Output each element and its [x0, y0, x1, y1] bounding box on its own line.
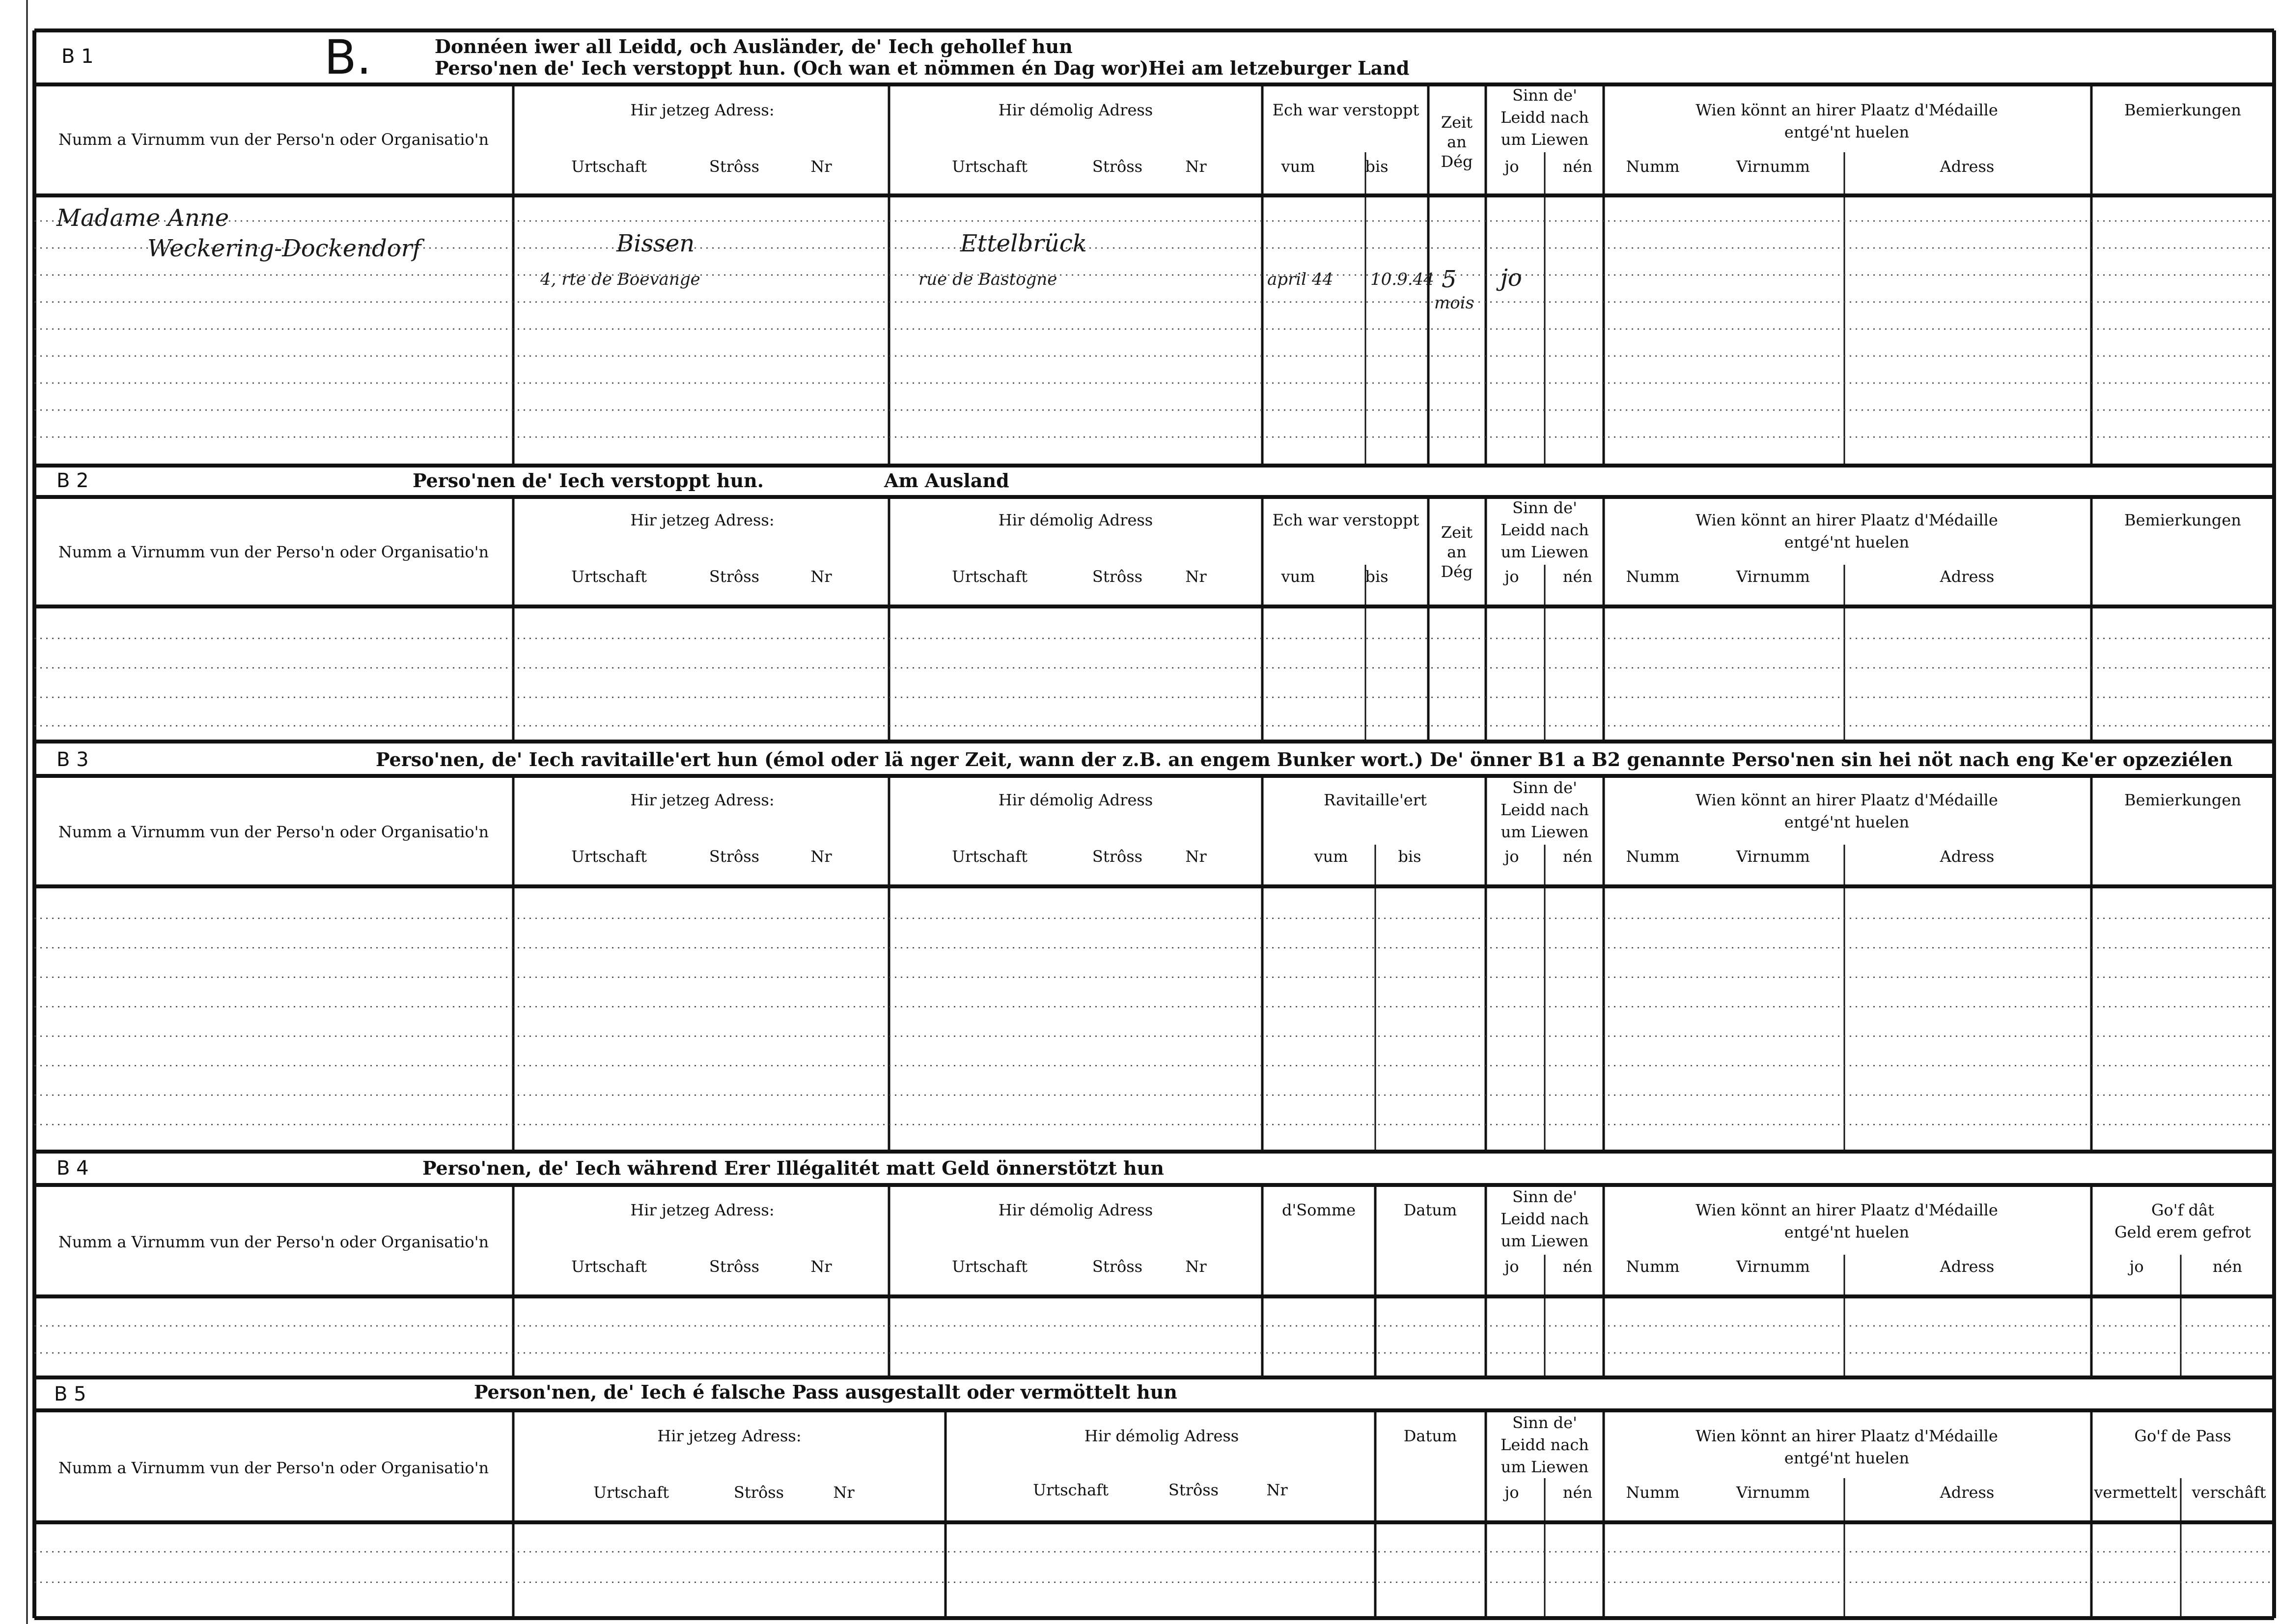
col-name: Numm a Virnumm vun der Perso'n oder Organisatio'n [58, 543, 489, 561]
col-date: Datum [1403, 1201, 1457, 1219]
sub-medal-name: Numm [1626, 847, 1680, 866]
section-title: Perso'nen de' Iech verstoppt hun. [413, 469, 764, 492]
sub-street: Strôss [733, 1483, 784, 1502]
col-previous-address: Hir démolig Adress [998, 1201, 1153, 1219]
sub-medal-address: Adress [1940, 1483, 1995, 1502]
entry-current-street[interactable]: 4, rte de Boevange [540, 270, 700, 289]
col-current-address: Hir jetzeg Adress: [630, 511, 775, 529]
section-b2 [34, 469, 2274, 742]
col-current-address: Hir jetzeg Adress: [630, 101, 775, 119]
form-letter: B. [324, 30, 372, 85]
section-b5 [34, 1381, 2274, 1618]
col-alive-2: Leidd nach [1501, 800, 1589, 819]
col-medal-2: entgé'nt huelen [1784, 533, 1910, 551]
entry-alive[interactable]: jo [1501, 264, 1522, 292]
col-previous-address: Hir démolig Adress [998, 791, 1153, 809]
section-title: Donnéen iwer all Leidd, och Ausländer, de' Iech gehollef hun [435, 35, 1073, 57]
sub-nr: Nr [1185, 157, 1207, 176]
sub-town: Urtschaft [571, 1257, 647, 1276]
section-b3 [34, 748, 2274, 1152]
entry-name-line1[interactable]: Madame Anne [56, 204, 229, 232]
sub-nr: Nr [810, 1257, 832, 1276]
col-medal-2: entgé'nt huelen [1784, 813, 1910, 831]
section-place: Hei am letzeburger Land [1148, 57, 1410, 79]
sub-medal-name: Numm [1626, 1483, 1680, 1502]
sub-town: Urtschaft [952, 567, 1028, 586]
entry-current-town[interactable]: Bissen [616, 230, 695, 257]
sub-street: Strôss [709, 847, 760, 866]
section-place: Am Ausland [884, 469, 1009, 492]
entry-previous-town[interactable]: Ettelbrück [960, 230, 1087, 257]
sub-to: bis [1365, 567, 1389, 586]
col-money-returned-2: Geld erem gefrot [2114, 1223, 2251, 1241]
sub-medal-first: Virnumm [1736, 157, 1810, 176]
section-b4 [34, 1157, 2274, 1377]
sub-town: Urtschaft [571, 567, 647, 586]
col-medal-1: Wien könnt an hirer Plaatz d'Médaille [1695, 511, 1998, 529]
sub-nr: Nr [810, 567, 832, 586]
sub-medal-address: Adress [1940, 1257, 1995, 1276]
col-remarks: Bemierkungen [2124, 791, 2241, 809]
section-label: B 1 [61, 45, 94, 68]
col-alive-1: Sinn de' [1512, 1413, 1577, 1432]
col-current-address: Hir jetzeg Adress: [630, 1201, 775, 1219]
col-previous-address: Hir démolig Adress [1084, 1427, 1239, 1445]
sub-yes: jo [1504, 847, 1519, 866]
section-title: Perso'nen, de' Iech während Erer Illégalitét matt Geld önnerstötzt hun [422, 1157, 1164, 1179]
col-time-2: an [1447, 133, 1467, 151]
col-alive-3: um Liewen [1501, 543, 1589, 561]
col-time-2: an [1447, 543, 1467, 561]
sub-yes: jo [1504, 1257, 1519, 1276]
entry-time-unit[interactable]: mois [1434, 293, 1474, 313]
col-alive-3: um Liewen [1501, 1232, 1589, 1250]
col-alive-3: um Liewen [1501, 823, 1589, 841]
col-alive-3: um Liewen [1501, 1458, 1589, 1476]
col-alive-2: Leidd nach [1501, 521, 1589, 539]
sub-medal-first: Virnumm [1736, 1257, 1810, 1276]
section-b1 [34, 30, 2274, 466]
col-pass: Go'f de Pass [2134, 1427, 2231, 1445]
entry-time[interactable]: 5 [1442, 266, 1457, 293]
col-alive-1: Sinn de' [1512, 1187, 1577, 1206]
sub-medal-name: Numm [1626, 1257, 1680, 1276]
sub-no: nén [1562, 1257, 1593, 1276]
sub-no: nén [1562, 847, 1593, 866]
sub-town: Urtschaft [952, 157, 1028, 176]
col-medal-1: Wien könnt an hirer Plaatz d'Médaille [1695, 1427, 1998, 1445]
sub-street: Strôss [1092, 157, 1143, 176]
col-name: Numm a Virnumm vun der Perso'n oder Organisatio'n [58, 1459, 489, 1477]
sub-no: nén [2212, 1257, 2243, 1276]
col-medal-2: entgé'nt huelen [1784, 1449, 1910, 1467]
col-alive-1: Sinn de' [1512, 86, 1577, 105]
col-medal-1: Wien könnt an hirer Plaatz d'Médaille [1695, 101, 1998, 119]
sub-town: Urtschaft [952, 847, 1028, 866]
col-medal-2: entgé'nt huelen [1784, 1223, 1910, 1241]
sub-nr: Nr [1185, 1257, 1207, 1276]
sub-medal-first: Virnumm [1736, 567, 1810, 586]
entry-hidden-to[interactable]: 10.9.44 [1370, 270, 1434, 289]
entry-hidden-from[interactable]: april 44 [1267, 270, 1334, 289]
col-remarks: Bemierkungen [2124, 101, 2241, 119]
entry-name-line2[interactable]: Weckering-Dockendorf [147, 235, 421, 262]
col-alive-2: Leidd nach [1501, 1210, 1589, 1228]
col-alive-1: Sinn de' [1512, 498, 1577, 517]
col-time-1: Zeit [1441, 113, 1473, 132]
sub-medal-address: Adress [1940, 567, 1995, 586]
entry-previous-street[interactable]: rue de Bastogne [918, 270, 1057, 289]
col-name: Numm a Virnumm vun der Perso'n oder Organisatio'n [58, 823, 489, 841]
sub-no: nén [1562, 567, 1593, 586]
col-time-3: Dég [1441, 152, 1473, 171]
sub-medal-first: Virnumm [1736, 1483, 1810, 1502]
sub-medal-address: Adress [1940, 847, 1995, 866]
sub-town: Urtschaft [593, 1483, 669, 1502]
col-money-returned-1: Go'f dât [2151, 1201, 2215, 1219]
sub-from: vum [1281, 157, 1315, 176]
section-label: B 3 [56, 748, 89, 771]
col-time-3: Dég [1441, 562, 1473, 581]
col-supplied: Ravitaille'ert [1324, 791, 1427, 809]
col-current-address: Hir jetzeg Adress: [657, 1427, 802, 1445]
sub-pass-issued: vermettelt [2094, 1483, 2177, 1502]
sub-from: vum [1314, 847, 1348, 866]
col-alive-3: um Liewen [1501, 130, 1589, 149]
sub-street: Strôss [709, 567, 760, 586]
col-alive-2: Leidd nach [1501, 1435, 1589, 1454]
sub-nr: Nr [833, 1483, 855, 1502]
col-hidden: Ech war verstoppt [1272, 511, 1419, 529]
sub-street: Strôss [1092, 1257, 1143, 1276]
sub-street: Strôss [709, 1257, 760, 1276]
section-label: B 2 [56, 469, 89, 492]
section-label: B 5 [54, 1383, 86, 1405]
sub-street: Strôss [709, 157, 760, 176]
col-remarks: Bemierkungen [2124, 511, 2241, 529]
section-subtitle: Perso'nen de' Iech verstoppt hun. (Och wan et nömmen én Dag wor) [435, 57, 1149, 79]
sub-town: Urtschaft [1033, 1481, 1109, 1499]
col-name: Numm a Virnumm vun der Perso'n oder Organisatio'n [58, 1233, 489, 1251]
sub-yes: jo [2129, 1257, 2144, 1276]
sub-no: nén [1562, 157, 1593, 176]
col-alive-2: Leidd nach [1501, 108, 1589, 127]
col-medal-1: Wien könnt an hirer Plaatz d'Médaille [1695, 1201, 1998, 1219]
col-name: Numm a Virnumm vun der Perso'n oder Organisatio'n [58, 130, 489, 149]
sub-nr: Nr [810, 157, 832, 176]
col-previous-address: Hir démolig Adress [998, 101, 1153, 119]
sub-medal-name: Numm [1626, 157, 1680, 176]
sub-street: Strôss [1168, 1481, 1219, 1499]
sub-pass-made: verschâft [2192, 1483, 2266, 1502]
sub-town: Urtschaft [571, 157, 647, 176]
section-title: Perso'nen, de' Iech ravitaille'ert hun (émol oder lä nger Zeit, wann der z.B. an engem Bunker wort.) De' önner B1 a B2 genannte Perso'nen sin hei nöt nach eng Ke'er opzeziélen [376, 748, 2233, 771]
col-medal-2: entgé'nt huelen [1784, 123, 1910, 141]
sub-town: Urtschaft [952, 1257, 1028, 1276]
sub-nr: Nr [810, 847, 832, 866]
sub-to: bis [1365, 157, 1389, 176]
section-title: Person'nen, de' Iech é falsche Pass ausgestallt oder vermöttelt hun [474, 1381, 1177, 1403]
sub-yes: jo [1504, 157, 1519, 176]
sub-nr: Nr [1185, 847, 1207, 866]
sub-yes: jo [1504, 1483, 1519, 1502]
col-current-address: Hir jetzeg Adress: [630, 791, 775, 809]
sub-to: bis [1398, 847, 1421, 866]
col-alive-1: Sinn de' [1512, 778, 1577, 797]
sub-no: nén [1562, 1483, 1593, 1502]
col-hidden: Ech war verstoppt [1272, 101, 1419, 119]
sub-town: Urtschaft [571, 847, 647, 866]
sub-yes: jo [1504, 567, 1519, 586]
col-time-1: Zeit [1441, 523, 1473, 542]
col-sum: d'Somme [1281, 1201, 1356, 1219]
sub-medal-name: Numm [1626, 567, 1680, 586]
sub-from: vum [1281, 567, 1315, 586]
sub-medal-first: Virnumm [1736, 847, 1810, 866]
sub-nr: Nr [1266, 1481, 1288, 1499]
sub-street: Strôss [1092, 567, 1143, 586]
sub-street: Strôss [1092, 847, 1143, 866]
col-previous-address: Hir démolig Adress [998, 511, 1153, 529]
col-date: Datum [1403, 1427, 1457, 1445]
col-medal-1: Wien könnt an hirer Plaatz d'Médaille [1695, 791, 1998, 809]
section-label: B 4 [56, 1157, 89, 1180]
sub-nr: Nr [1185, 567, 1207, 586]
sub-medal-address: Adress [1940, 157, 1995, 176]
